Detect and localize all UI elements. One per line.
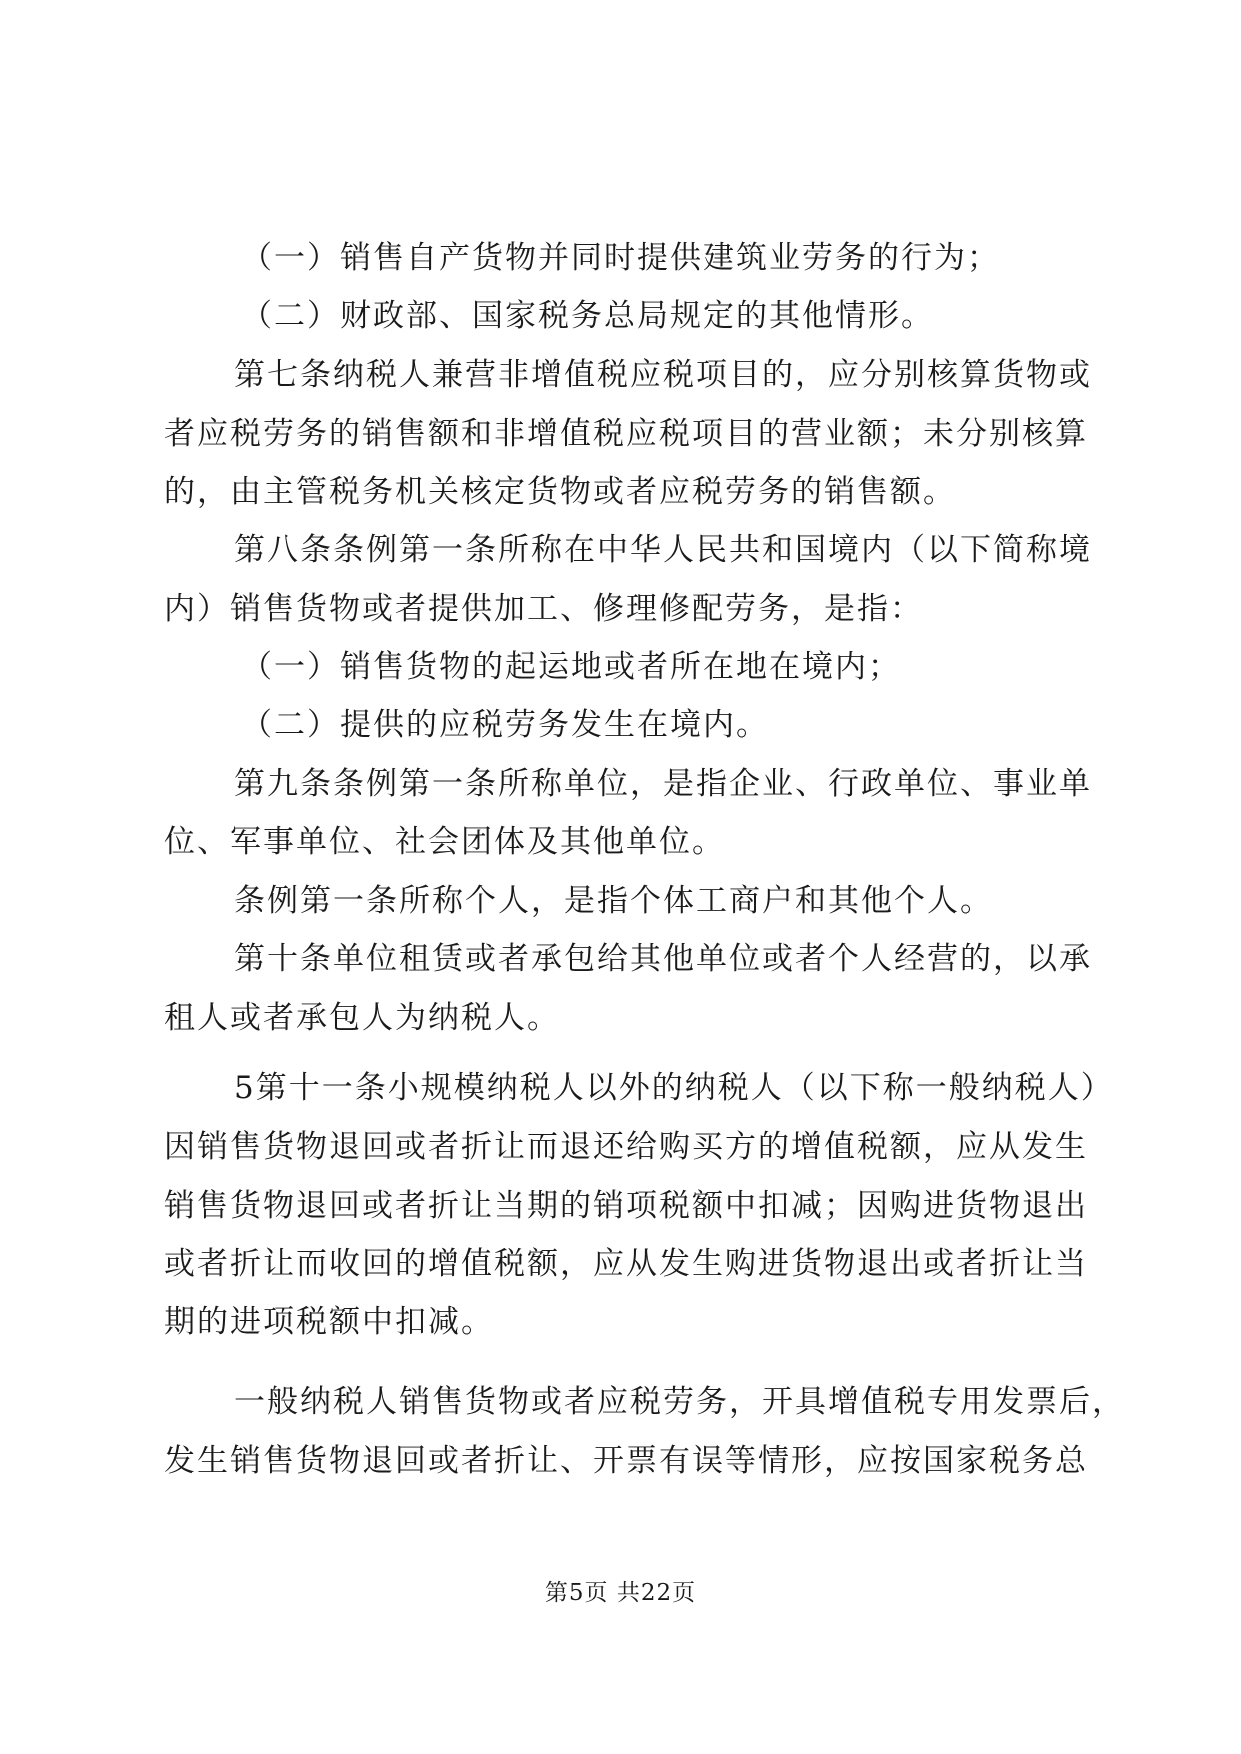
paragraph-line: 第七条纳税人兼营非增值税应税项目的，应分别核算货物或	[234, 357, 1092, 393]
paragraph-line: （二）提供的应税劳务发生在境内。	[241, 707, 769, 743]
paragraph-line: 销售货物退回或者折让当期的销项税额中扣减；因购进货物退出	[164, 1188, 1088, 1224]
paragraph-line: 第八条条例第一条所称在中华人民共和国境内（以下简称境	[234, 532, 1092, 568]
paragraph-line: 或者折让而收回的增值税额，应从发生购进货物退出或者折让当	[164, 1246, 1088, 1282]
paragraph-line: （一）销售货物的起运地或者所在地在境内；	[241, 649, 901, 685]
paragraph-line: （二）财政部、国家税务总局规定的其他情形。	[241, 298, 934, 334]
paragraph-line: 位、军事单位、社会团体及其他单位。	[164, 824, 725, 860]
paragraph-line: 租人或者承包人为纳税人。	[164, 1000, 560, 1036]
paragraph-line: 一般纳税人销售货物或者应税劳务，开具增值税专用发票后，	[234, 1384, 1125, 1420]
paragraph-line: 5第十一条小规模纳税人以外的纳税人（以下称一般纳税人）	[234, 1070, 1114, 1106]
paragraph-line: 因销售货物退回或者折让而退还给购买方的增值税额，应从发生	[164, 1129, 1088, 1165]
paragraph-line: 期的进项税额中扣减。	[164, 1304, 494, 1340]
paragraph-line: 内）销售货物或者提供加工、修理修配劳务，是指：	[164, 591, 923, 627]
paragraph-line: 条例第一条所称个人，是指个体工商户和其他个人。	[234, 883, 993, 919]
paragraph-line: 第九条条例第一条所称单位，是指企业、行政单位、事业单	[234, 766, 1092, 802]
paragraph-line: 第十条单位租赁或者承包给其他单位或者个人经营的，以承	[234, 941, 1092, 977]
page-number-footer: 第5页 共22页	[544, 1580, 697, 1606]
paragraph-line: 的，由主管税务机关核定货物或者应税劳务的销售额。	[164, 474, 956, 510]
paragraph-line: （一）销售自产货物并同时提供建筑业劳务的行为；	[241, 240, 1000, 276]
paragraph-line: 者应税劳务的销售额和非增值税应税项目的营业额；未分别核算	[164, 416, 1088, 452]
paragraph-line: 发生销售货物退回或者折让、开票有误等情形，应按国家税务总	[164, 1443, 1088, 1479]
